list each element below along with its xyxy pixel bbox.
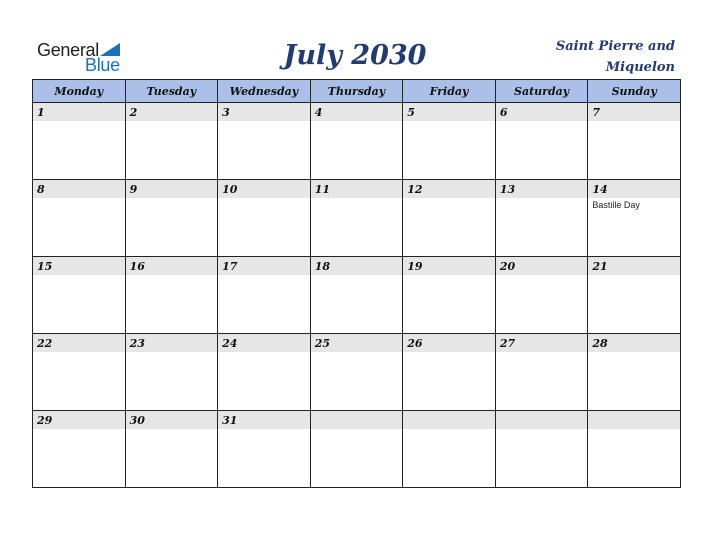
day-cell (588, 103, 681, 180)
day-number: 17 (218, 257, 310, 275)
day-cell (495, 103, 588, 180)
day-cell (218, 334, 311, 411)
region-line-2: Miquelon (605, 60, 675, 75)
day-cell (218, 180, 311, 257)
day-cell (33, 411, 126, 488)
day-cell (33, 180, 126, 257)
day-cell (33, 334, 126, 411)
day-cell (588, 180, 681, 257)
day-number: 15 (33, 257, 125, 275)
day-cell (125, 334, 218, 411)
week-row (33, 334, 681, 411)
weekday-sunday: Sunday (588, 80, 681, 103)
day-number: 24 (218, 334, 310, 352)
day-cell (218, 103, 311, 180)
week-row (33, 103, 681, 180)
weekday-header-row (33, 80, 681, 103)
day-number: 5 (403, 103, 495, 121)
day-number (311, 411, 403, 429)
generalblue-logo (37, 40, 127, 74)
day-number: 8 (33, 180, 125, 198)
day-cell (403, 334, 496, 411)
day-number: 25 (311, 334, 403, 352)
day-cell (310, 411, 403, 488)
day-number: 23 (126, 334, 218, 352)
day-number: 7 (588, 103, 680, 121)
day-number: 3 (218, 103, 310, 121)
day-cell (125, 180, 218, 257)
day-number: 28 (588, 334, 680, 352)
day-number: 18 (311, 257, 403, 275)
day-cell (310, 103, 403, 180)
day-cell (403, 180, 496, 257)
day-number (496, 411, 588, 429)
day-number: 21 (588, 257, 680, 275)
week-row (33, 180, 681, 257)
logo-word-general: General (37, 40, 99, 60)
week-row (33, 411, 681, 488)
calendar-body (33, 103, 681, 488)
calendar-grid (32, 79, 681, 488)
day-number: 11 (311, 180, 403, 198)
day-cell (125, 257, 218, 334)
day-number: 12 (403, 180, 495, 198)
region-name (535, 36, 675, 78)
day-number: 30 (126, 411, 218, 429)
day-cell (218, 257, 311, 334)
day-cell (403, 103, 496, 180)
day-cell (495, 257, 588, 334)
weekday-saturday: Saturday (495, 80, 588, 103)
day-number: 29 (33, 411, 125, 429)
day-number: 13 (496, 180, 588, 198)
day-cell (495, 334, 588, 411)
day-number: 20 (496, 257, 588, 275)
day-cell (588, 257, 681, 334)
day-cell (310, 180, 403, 257)
day-cell (495, 180, 588, 257)
day-number: 4 (311, 103, 403, 121)
day-number: 27 (496, 334, 588, 352)
weekday-friday: Friday (403, 80, 496, 103)
day-cell (125, 411, 218, 488)
weekday-monday: Monday (33, 80, 126, 103)
holiday-label: Bastille Day (592, 200, 640, 210)
day-number: 22 (33, 334, 125, 352)
logo-word-blue: Blue (85, 55, 120, 75)
day-cell (588, 411, 681, 488)
day-cell (403, 257, 496, 334)
weekday-thursday: Thursday (310, 80, 403, 103)
day-cell (495, 411, 588, 488)
day-number: 16 (126, 257, 218, 275)
day-number: 26 (403, 334, 495, 352)
day-cell (588, 334, 681, 411)
day-number (403, 411, 495, 429)
day-cell (310, 334, 403, 411)
day-cell (125, 103, 218, 180)
day-number: 10 (218, 180, 310, 198)
day-number: 14 (588, 180, 680, 198)
day-number: 9 (126, 180, 218, 198)
day-cell (310, 257, 403, 334)
day-cell (33, 257, 126, 334)
day-cell (33, 103, 126, 180)
day-cell (403, 411, 496, 488)
day-cell (218, 411, 311, 488)
region-line-1: Saint Pierre and (555, 39, 675, 54)
weekday-tuesday: Tuesday (125, 80, 218, 103)
day-number: 31 (218, 411, 310, 429)
day-number (588, 411, 680, 429)
day-number: 6 (496, 103, 588, 121)
calendar-title: July 2030 (283, 40, 427, 71)
day-number: 2 (126, 103, 218, 121)
day-number: 19 (403, 257, 495, 275)
weekday-wednesday: Wednesday (218, 80, 311, 103)
week-row (33, 257, 681, 334)
day-number: 1 (33, 103, 125, 121)
